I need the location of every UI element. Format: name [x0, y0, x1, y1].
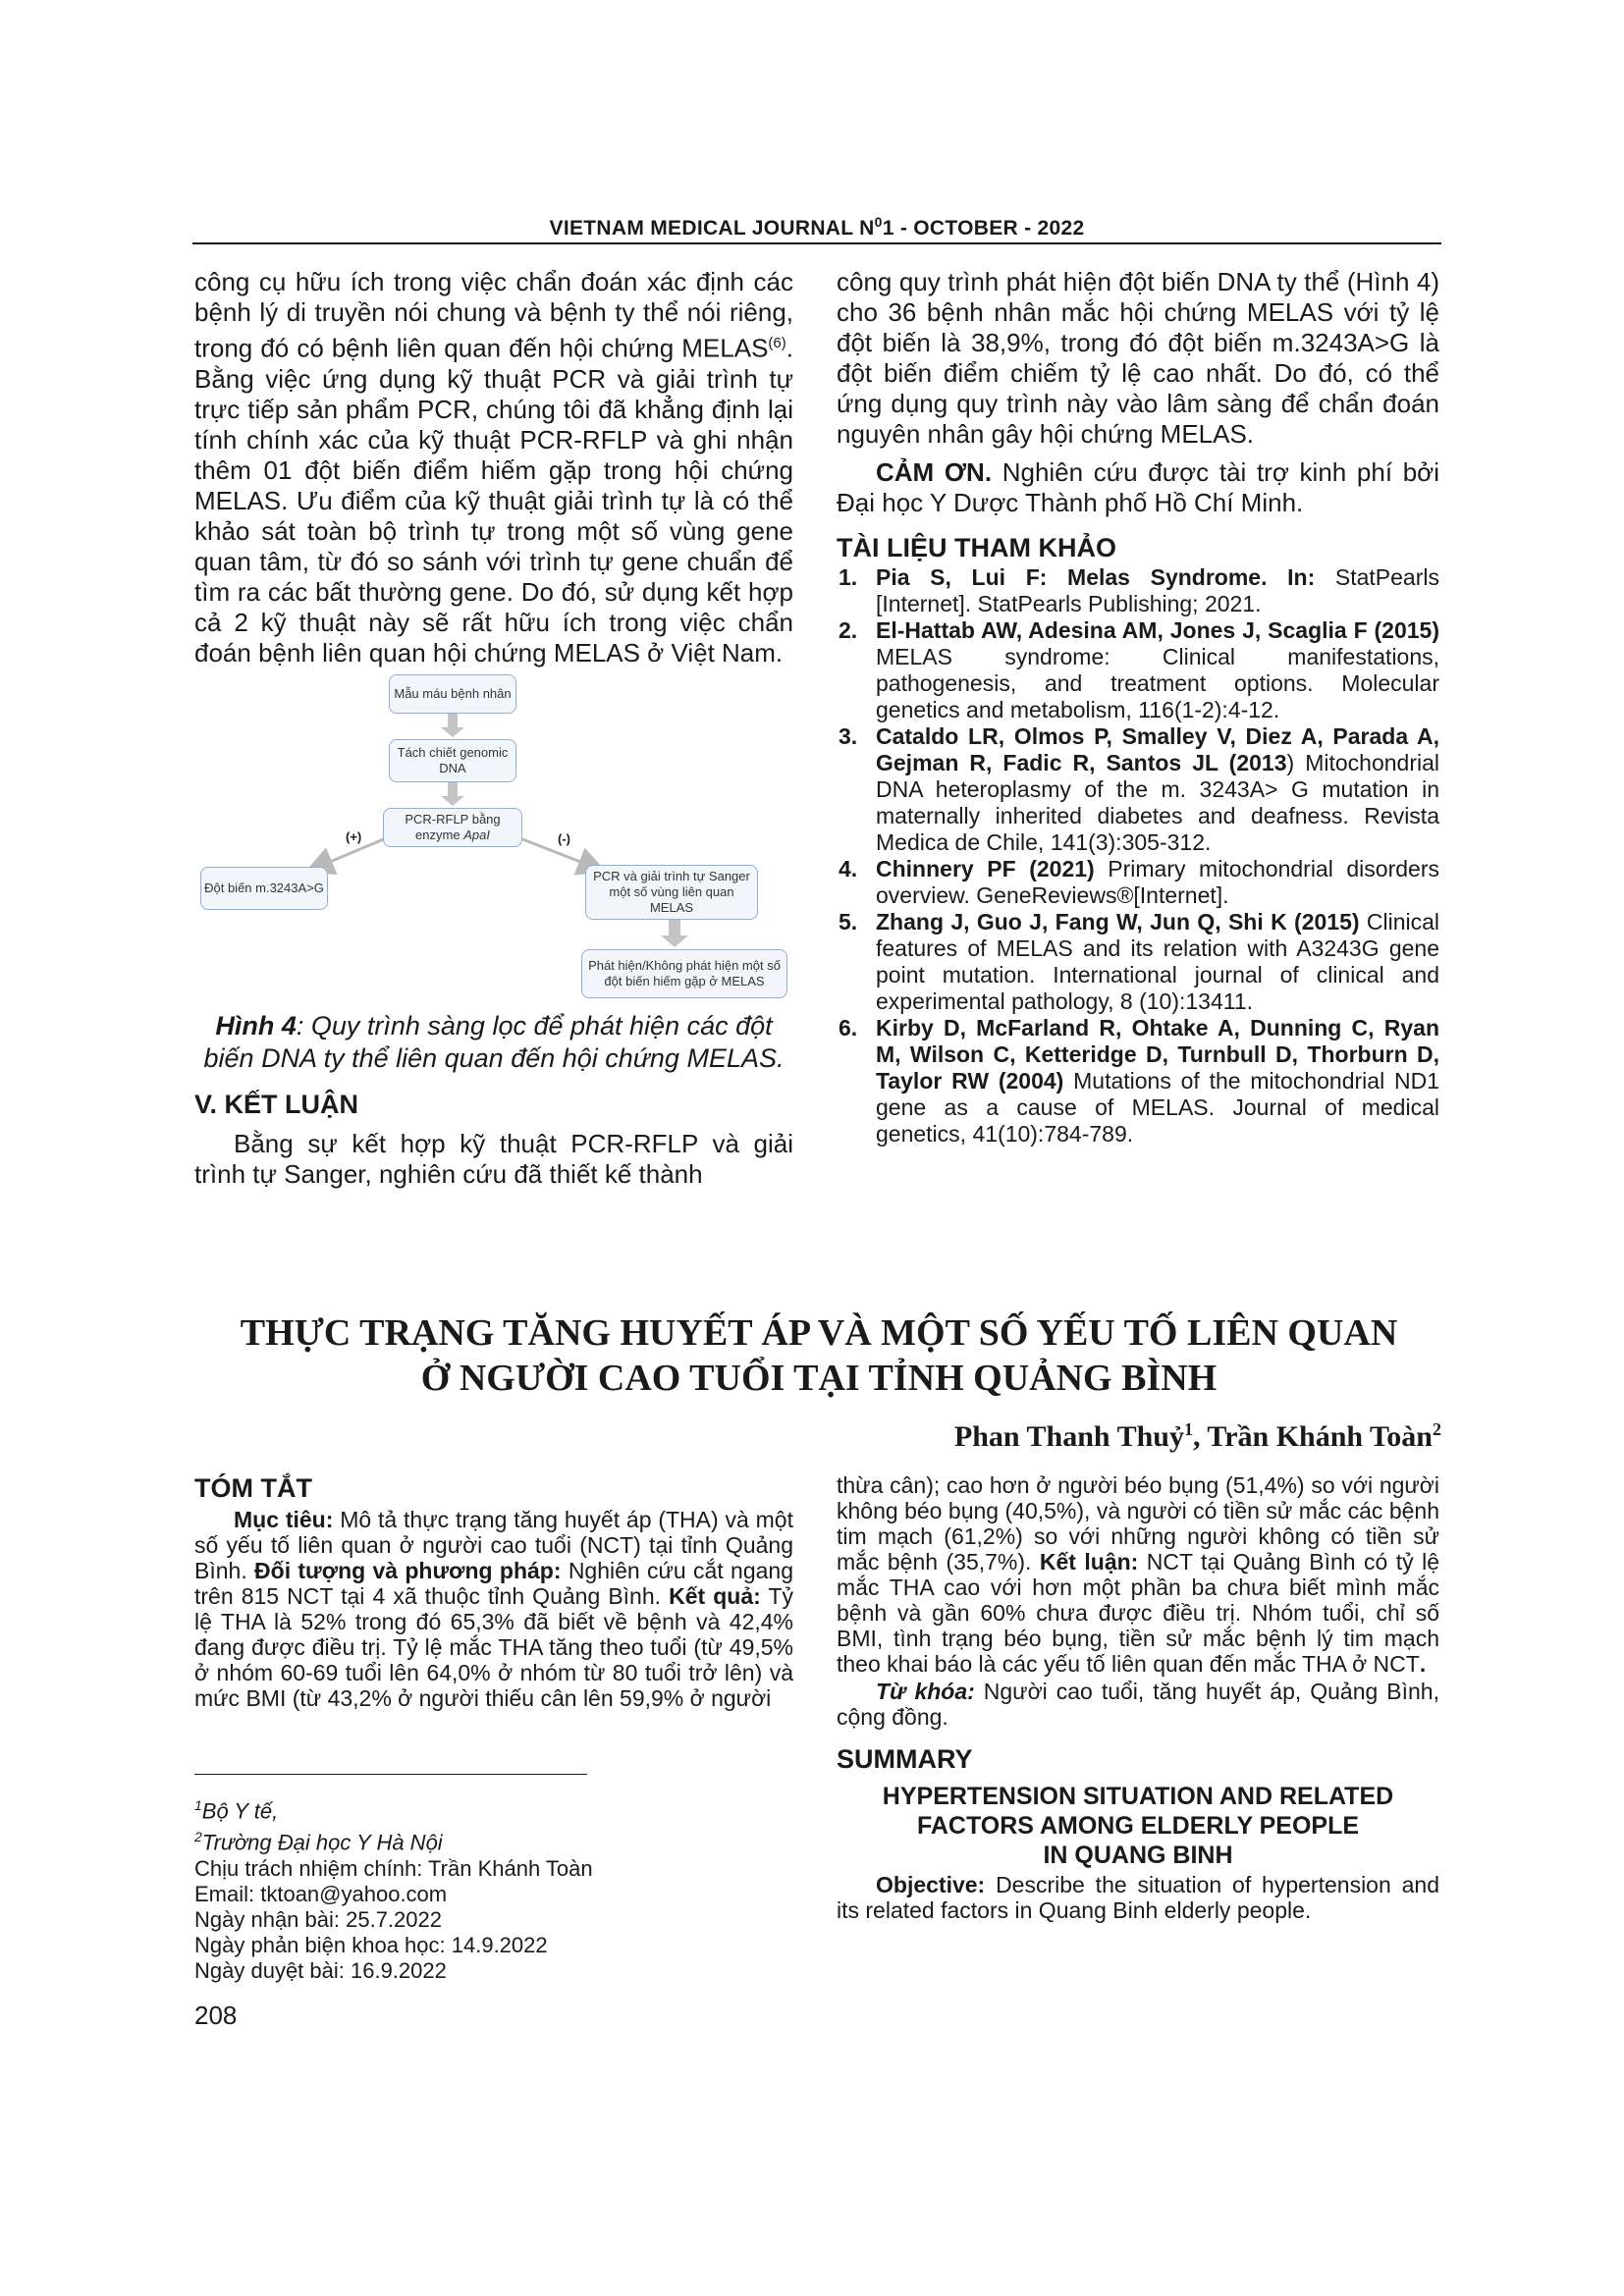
footnote-1: $^1$Bộ Y tế,: [194, 1797, 279, 1824]
conclusion-continued: công quy trình phát hiện đột biến DNA ty thể (Hình 4) cho 36 bệnh nhân mắc hội chứng MELAS với tỷ lệ đột biến là 38,9%, trong đó đột biến m.3243A>G là đột biến điểm chiếm tỷ lệ cao nhất. Do đó, có thể ứng dụng quy trình này vào lâm sàng để chẩn đoán nguyên nhân gây hội chứng MELAS.: [837, 267, 1439, 449]
arrow-1-head: [441, 727, 464, 737]
keywords: Từ khóa: Người cao tuổi, tăng huyết áp, Quảng Bình, cộng đồng.: [837, 1679, 1439, 1730]
citation-sup: (6): [768, 335, 786, 351]
abstract-paragraph-continued: thừa cân); cao hơn ở người béo bụng (51,4%) so với người không béo bụng (40,5%), và người có tiền sử mắc các bệnh tim mạch (61,2%) so với những người không có tiền sử mắc bệnh (35,7%). Kết luận: NCT tại Quảng Bình có tỷ lệ mắc THA cao với hơn một phần ba chưa biết mình mắc bệnh và gần 60% chưa được điều trị. Nhóm tuổi, chỉ số BMI, tình trạng béo bụng, tiền sử mắc bệnh lý tim mạch theo khai báo là các yếu tố liên quan đến mắc THA ở NCT.: [837, 1472, 1440, 1677]
flow-label-positive: (+): [346, 828, 362, 844]
arrow-2-shaft: [448, 782, 458, 796]
references-list: [837, 564, 1439, 1148]
acknowledgement: CẢM ƠN. Nghiên cứu được tài trợ kinh phí bởi Đại học Y Dược Thành phố Hồ Chí Minh.: [837, 457, 1439, 517]
arrow-1-shaft: [448, 714, 458, 727]
reference-item: [837, 564, 1439, 617]
references-title: TÀI LIỆU THAM KHẢO: [837, 533, 1116, 562]
abstract-vi-right: [837, 1472, 1439, 1923]
issue-number-sup: 0: [874, 214, 883, 230]
authors: Phan Thanh Thuỷ$^1$, Trần Khánh Toàn$^2$: [953, 1419, 1441, 1453]
left-column: [194, 267, 793, 1190]
reference-item: [837, 1015, 1439, 1148]
flow-label-negative: (-): [558, 830, 570, 846]
flow-box-dna-extraction: Tách chiết genomic DNA: [389, 739, 516, 782]
article-title-line1: THỰC TRẠNG TĂNG HUYẾT ÁP VÀ MỘT SỐ YẾU TỐ LIÊN QUAN: [240, 1312, 1398, 1354]
author-1: Phan Thanh Thuỷ: [953, 1420, 1184, 1453]
reference-text: Clinical features of MELAS and its relation with A3243G gene point mutation. International journal of clinical and experimental pathology, 8 (10):13411.: [876, 909, 1439, 1014]
article-title-line2: Ở NGƯỜI CAO TUỔI TẠI TỈNH QUẢNG BÌNH: [420, 1358, 1218, 1399]
abstract-vi-left: [194, 1472, 793, 1711]
discussion-paragraph: [194, 267, 793, 668]
reference-number: 3.: [839, 723, 858, 749]
arrow-3-shaft: [669, 920, 680, 935]
arrow-right-branch: [513, 835, 593, 867]
reference-text: Primary mitochondrial disorders overview. GeneReviews®[Internet].: [876, 856, 1439, 908]
summary-objective: Objective: Describe the situation of hypertension and its related factors in Quang Binh elderly people.: [837, 1872, 1439, 1923]
issue-date: 1 - OCTOBER - 2022: [882, 217, 1085, 240]
footnote-2: $^2$Trường Đại học Y Hà Nội: [194, 1829, 443, 1855]
journal-name: VIETNAM MEDICAL JOURNAL N: [549, 217, 875, 240]
reference-item: [837, 617, 1439, 723]
reference-authors: Zhang J, Guo J, Fang W, Jun Q, Shi K (2015): [876, 909, 1360, 934]
reference-number: 1.: [839, 564, 858, 590]
abstract-heading: TÓM TẮT: [194, 1473, 312, 1503]
reference-number: 2.: [839, 617, 858, 643]
reference-authors: Kirby D, McFarland R, Ohtake A, Dunning C, Ryan M, Wilson C, Ketteridge D, Turnbull D, Thorburn D, Taylor RW (2004): [876, 1015, 1439, 1094]
flow-box-mutation-positive: Đột biến m.3243A>G: [200, 867, 328, 910]
discussion-text-a: công cụ hữu ích trong việc chẩn đoán xác định các bệnh lý di truyền nói chung và bệnh ty thể nói riêng, trong đó có bệnh liên quan đến hội chứng MELAS: [194, 267, 793, 363]
date-received: Ngày nhận bài: 25.7.2022: [194, 1906, 442, 1932]
reference-number: 4.: [839, 856, 858, 881]
reference-item: [837, 723, 1439, 856]
flow-box-rare-mutation: Phát hiện/Không phát hiện một số đột biến hiếm gặp ở MELAS: [581, 949, 787, 998]
reference-item: [837, 856, 1439, 909]
reference-authors: Pia S, Lui F: Melas Syndrome. In:: [876, 564, 1316, 590]
reference-authors: El-Hattab AW, Adesina AM, Jones J, Scaglia F (2015): [876, 617, 1439, 643]
article-title: [194, 1310, 1443, 1401]
discussion-text-b: . Bằng việc ứng dụng kỹ thuật PCR và giải trình tự trực tiếp sản phẩm PCR, chúng tôi đã khẳng định lại tính chính xác của kỹ thuật PCR-RFLP và ghi nhận thêm 01 đột biến điểm hiếm gặp trong hội chứng MELAS. Ưu điểm của kỹ thuật giải trình tự là có thể khảo sát toàn bộ trình tự trong một số vùng gene quan tâm, từ đó so sánh với trình tự gene chuẩn để tìm ra các bất thường gene. Do đó, sử dụng kết hợp cả 2 kỹ thuật này sẽ rất hữu ích trong việc chẩn đoán bệnh liên quan hội chứng MELAS ở Việt Nam.: [194, 333, 793, 667]
reference-item: [837, 909, 1439, 1015]
responsible-author: Chịu trách nhiệm chính: Trần Khánh Toàn: [194, 1855, 593, 1881]
arrow-3-head: [661, 935, 688, 947]
reference-text: StatPearls [Internet]. StatPearls Publishing; 2021.: [876, 564, 1439, 616]
reference-text: ) Mitochondrial DNA heteroplasmy of the m. 3243A> G mutation in maternally inherited diabetes and deafness. Revista Medica de Chile, 141(3):305-312.: [876, 750, 1439, 855]
reference-authors: Chinnery PF (2021): [876, 856, 1095, 881]
flow-box-pcr-rflp: PCR-RFLP bằng enzyme ApaI: [383, 808, 522, 847]
page-number: 208: [194, 2001, 238, 2030]
flow-box-sanger-sequencing: PCR và giải trình tự Sanger một số vùng liên quan MELAS: [585, 865, 758, 920]
reference-number: 5.: [839, 909, 858, 934]
figure-4-flowchart: [194, 674, 793, 1006]
summary-heading: SUMMARY: [837, 1744, 973, 1774]
figure-4-caption: Hình 4: Quy trình sàng lọc để phát hiện các đột biến DNA ty thể liên quan đến hội chứng MELAS.: [203, 1010, 785, 1073]
flow-box-blood-sample: Mẫu máu bệnh nhân: [389, 674, 516, 714]
date-approved: Ngày duyệt bài: 16.9.2022: [194, 1957, 447, 1983]
date-reviewed: Ngày phản biện khoa học: 14.9.2022: [194, 1932, 548, 1957]
section-conclusion-title: V. KẾT LUẬN: [194, 1089, 359, 1119]
reference-authors: Cataldo LR, Olmos P, Smalley V, Diez A, Parada A, Gejman R, Fadic R, Santos JL (2013: [876, 723, 1439, 775]
summary-title: HYPERTENSION SITUATION AND RELATED FACTORS AMONG ELDERLY PEOPLE IN QUANG BINH: [882, 1783, 1394, 1869]
footnote-rule: [194, 1774, 587, 1775]
reference-text: MELAS syndrome: Clinical manifestations, pathogenesis, and treatment options. Molecular genetics and metabolism, 116(1-2):4-12.: [876, 644, 1439, 722]
conclusion-paragraph: Bằng sự kết hợp kỹ thuật PCR-RFLP và giải trình tự Sanger, nghiên cứu đã thiết kế thành: [194, 1128, 793, 1189]
reference-text: Mutations of the mitochondrial ND1 gene as a cause of MELAS. Journal of medical genetics, 41(10):784-789.: [876, 1068, 1439, 1147]
arrow-2-head: [441, 796, 464, 806]
footnotes: [194, 1792, 784, 1984]
author-email: Email: tktoan@yahoo.com: [194, 1881, 448, 1906]
abstract-paragraph: Mục tiêu: Mô tả thực trạng tăng huyết áp (THA) và một số yếu tố liên quan ở người cao tuổi (NCT) tại tỉnh Quảng Bình. Đối tượng và phương pháp: Nghiên cứu cắt ngang trên 815 NCT tại 4 xã thuộc tỉnh Quảng Bình. Kết quả: Tỷ lệ THA là 52% trong đó 65,3% đã biết về bệnh và 42,4% đang được điều trị. Tỷ lệ mắc THA tăng theo tuổi (từ 49,5% ở nhóm 60-69 tuổi lên 64,0% ở nhóm từ 80 tuổi trở lên) và mức BMI (từ 43,2% ở người thiếu cân lên 59,9% ở người: [194, 1507, 793, 1711]
running-header: [192, 214, 1441, 240]
reference-number: 6.: [839, 1015, 858, 1041]
header-rule: [192, 242, 1441, 244]
author-2: Trần Khánh Toàn: [1207, 1420, 1433, 1453]
right-column: [837, 267, 1439, 1148]
